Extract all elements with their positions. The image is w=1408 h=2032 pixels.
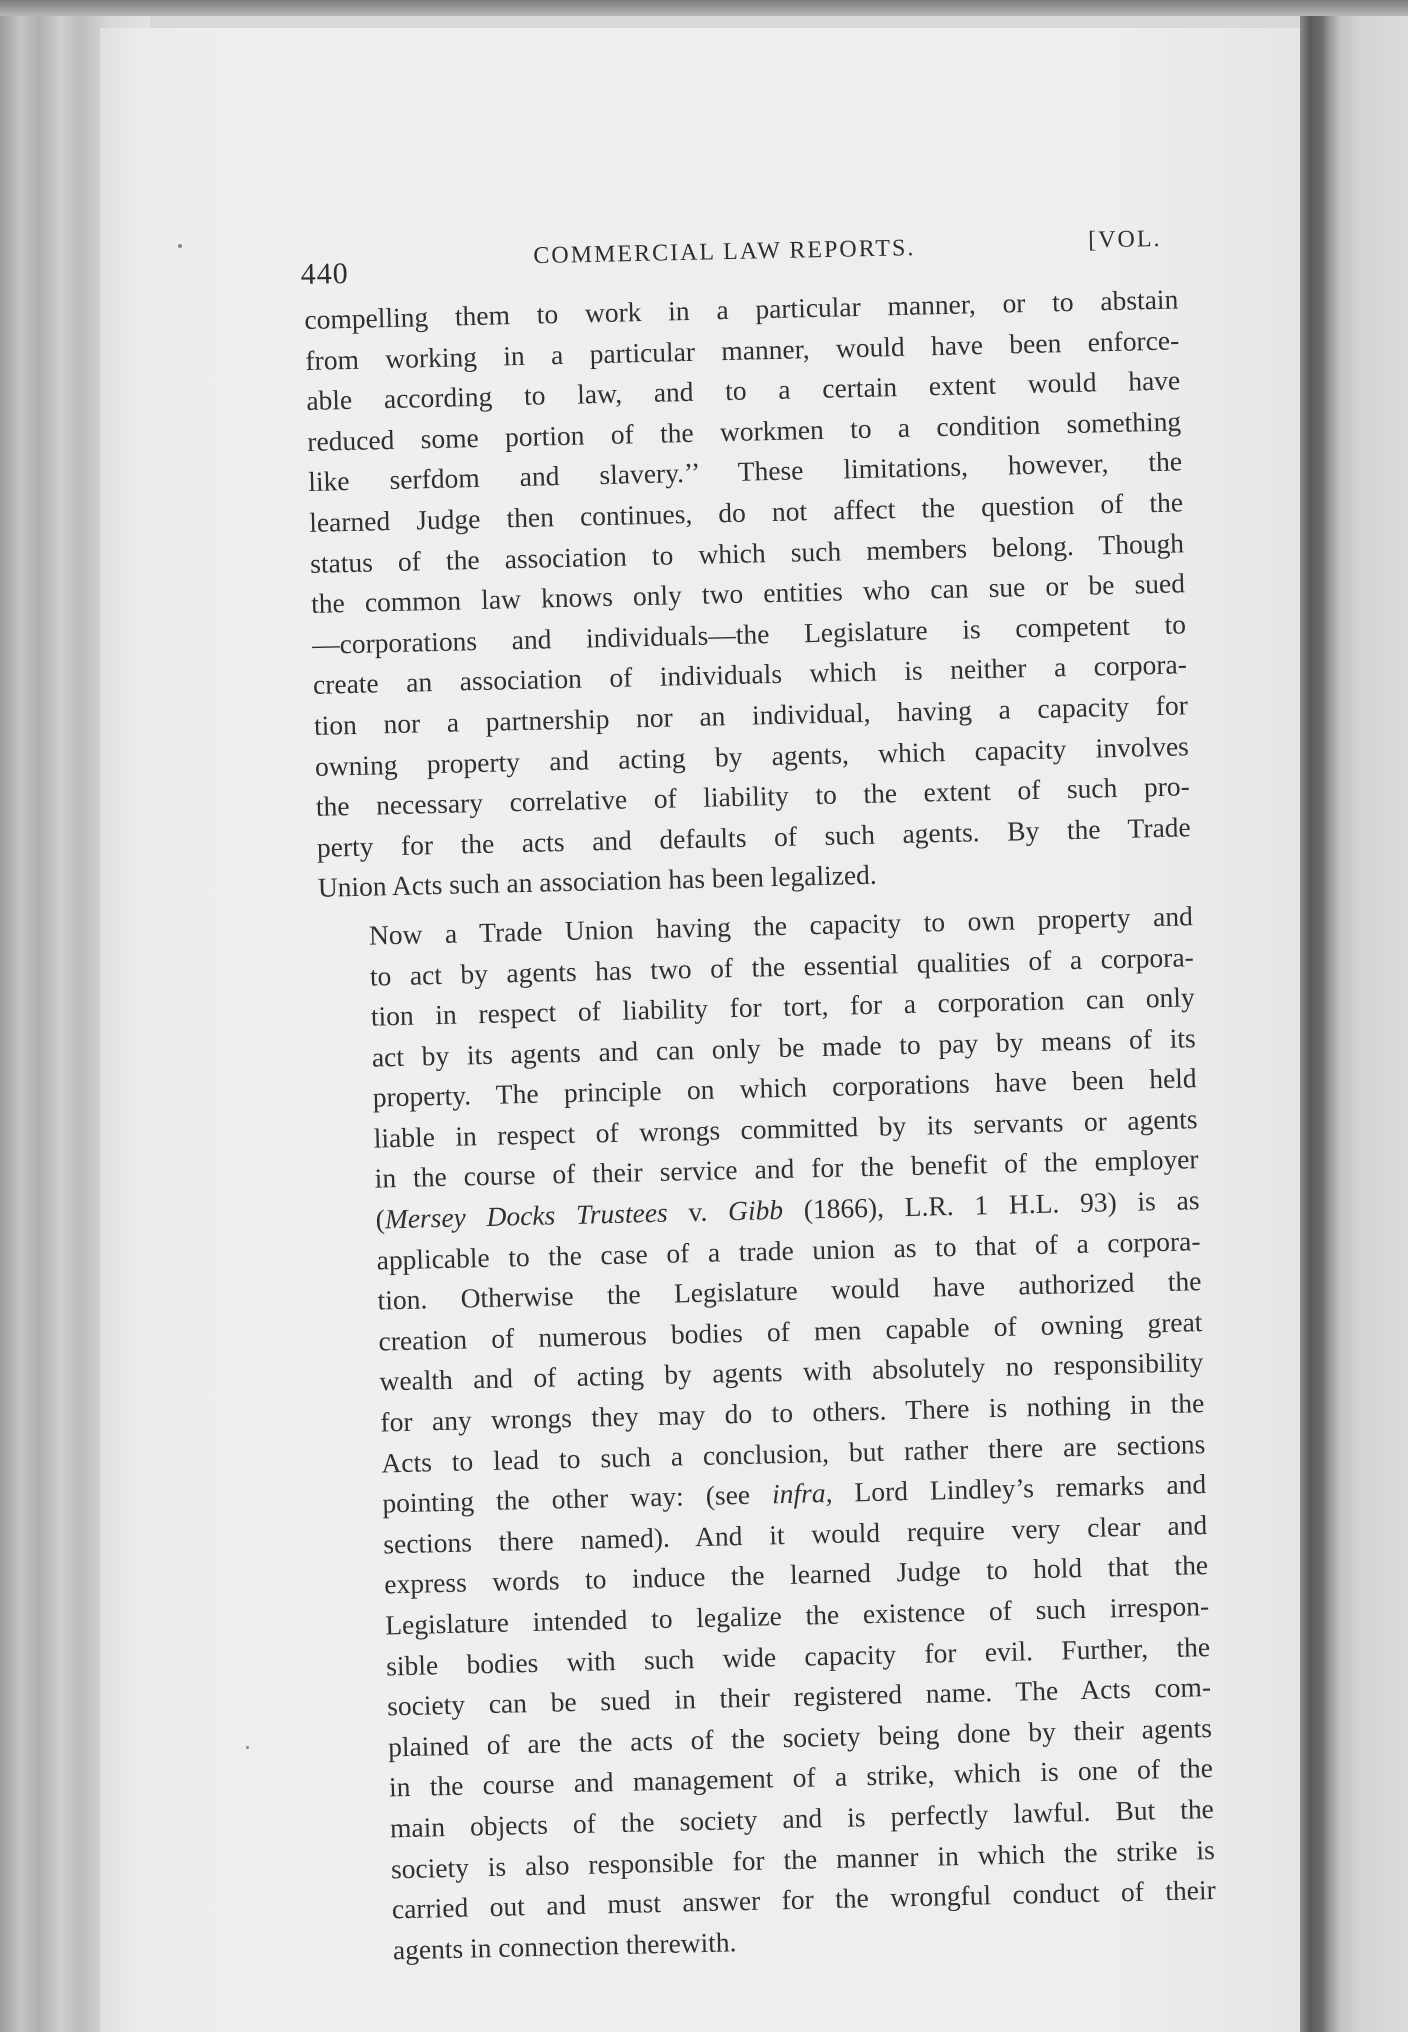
paragraph-1 — [304, 279, 1192, 908]
text-line: express words to induce the learned Judge to hold that the — [383, 1549, 1209, 1600]
text-line: plained of are the acts of the society being done by their agents — [387, 1711, 1213, 1763]
text-line: tion in respect of liability for tort, for a corporation can only — [370, 981, 1196, 1032]
text-line: —corporations and individuals—the Legislature is competent to — [311, 608, 1187, 660]
text-line: society is also responsible for the manner in which the strike is — [390, 1833, 1216, 1884]
text-line: owning property and acting by agents, which capacity involves — [314, 729, 1190, 782]
text-line: main objects of the society and is perfectly lawful. But the — [389, 1792, 1215, 1844]
text-line: learned Judge then continues, do not affect the question of the — [308, 486, 1184, 538]
text-line: Acts to lead to such a conclusion, but rather there are sections — [381, 1427, 1206, 1479]
infra-text: pointing the other way: (see — [382, 1478, 773, 1519]
text-line: wealth and of acting by agents with absolutely no responsibility — [379, 1346, 1204, 1397]
citation-text: ( — [375, 1203, 386, 1235]
infra-text: Lord Lindley’s remarks and — [832, 1468, 1207, 1509]
text-line: society can be sued in their registered name. The Acts com- — [386, 1671, 1212, 1722]
text-line: the common law knows only two entities who can sue or be sued — [310, 567, 1186, 620]
infra-italic: infra, — [771, 1477, 833, 1510]
text-line: tion. Otherwise the Legislature would have authorized the — [377, 1265, 1202, 1316]
text-line: property. The principle on which corporations have been held — [372, 1062, 1197, 1113]
text-line: to act by agents has two of the essential qualities of a corpora- — [369, 940, 1195, 992]
text-line: creation of numerous bodies of men capable of owning great — [378, 1305, 1203, 1357]
text-line: applicable to the case of a trade union as to that of a corpora- — [376, 1224, 1201, 1276]
text-line: Now a Trade Union having the capacity to own property and — [368, 900, 1194, 951]
text-line: liable in respect of wrongs committed by its servants or agents — [373, 1103, 1198, 1154]
text-line: for any wrongs they may do to others. There is nothing in the — [380, 1387, 1205, 1438]
text-line: sections there named). And it would require very clear and — [382, 1508, 1208, 1560]
text-line: compelling them to work in a particular manner, or to abstain — [304, 283, 1179, 335]
text-line: agents in connection therewith. — [392, 1926, 737, 1966]
scan-speck — [178, 244, 182, 248]
text-line: in the course of their service and for the benefit of the employer — [374, 1143, 1199, 1195]
case-name: Gibb — [727, 1194, 784, 1227]
case-name: Mersey Docks Trustees — [384, 1196, 669, 1235]
page-number: 440 — [300, 256, 350, 291]
text-line: reduced some portion of the workmen to a condition something — [306, 405, 1182, 457]
citation-text: (1866), L.R. 1 H.L. 93) is as — [782, 1184, 1200, 1226]
text-line: act by its agents and can only be made to pay by means of its — [371, 1021, 1196, 1073]
scan-speck — [246, 1746, 249, 1749]
text-line: carried out and must answer for the wrongful conduct of their — [391, 1874, 1217, 1925]
volume-label: [VOL. — [1087, 225, 1162, 254]
journal-title: COMMERCIAL LAW REPORTS. — [533, 235, 916, 270]
book-spine-gutter — [1300, 16, 1408, 2032]
scan-top-border — [0, 0, 1408, 16]
text-line: the necessary correlative of liability to the extent of such pro- — [315, 770, 1191, 822]
text-line: status of the association to which such members belong. Though — [309, 526, 1185, 579]
text-line: create an association of individuals which is neither a corpora- — [312, 648, 1188, 701]
text-line: Legislature intended to legalize the existence of such irrespon- — [384, 1590, 1210, 1641]
text-line: tion nor a partnership nor an individual, having a capacity for — [313, 689, 1189, 741]
text-line: able according to law, and to a certain extent would have — [306, 364, 1181, 417]
text-line: from working in a particular manner, would have been enforce- — [305, 323, 1180, 376]
body-text — [304, 279, 1217, 1971]
text-line: Union Acts such an association has been legalized. — [317, 858, 878, 904]
text-line: like serfdom and slavery.’’ These limitations, however, the — [307, 445, 1183, 498]
paragraph-2 — [319, 896, 1218, 1972]
text-line: perty for the acts and defaults of such agents. By the Trade — [316, 810, 1192, 863]
citation-text: v. — [667, 1195, 729, 1228]
text-line: sible bodies with such wide capacity for evil. Further, the — [385, 1630, 1211, 1682]
text-line: in the course and management of a strike, which is one of the — [388, 1752, 1214, 1803]
